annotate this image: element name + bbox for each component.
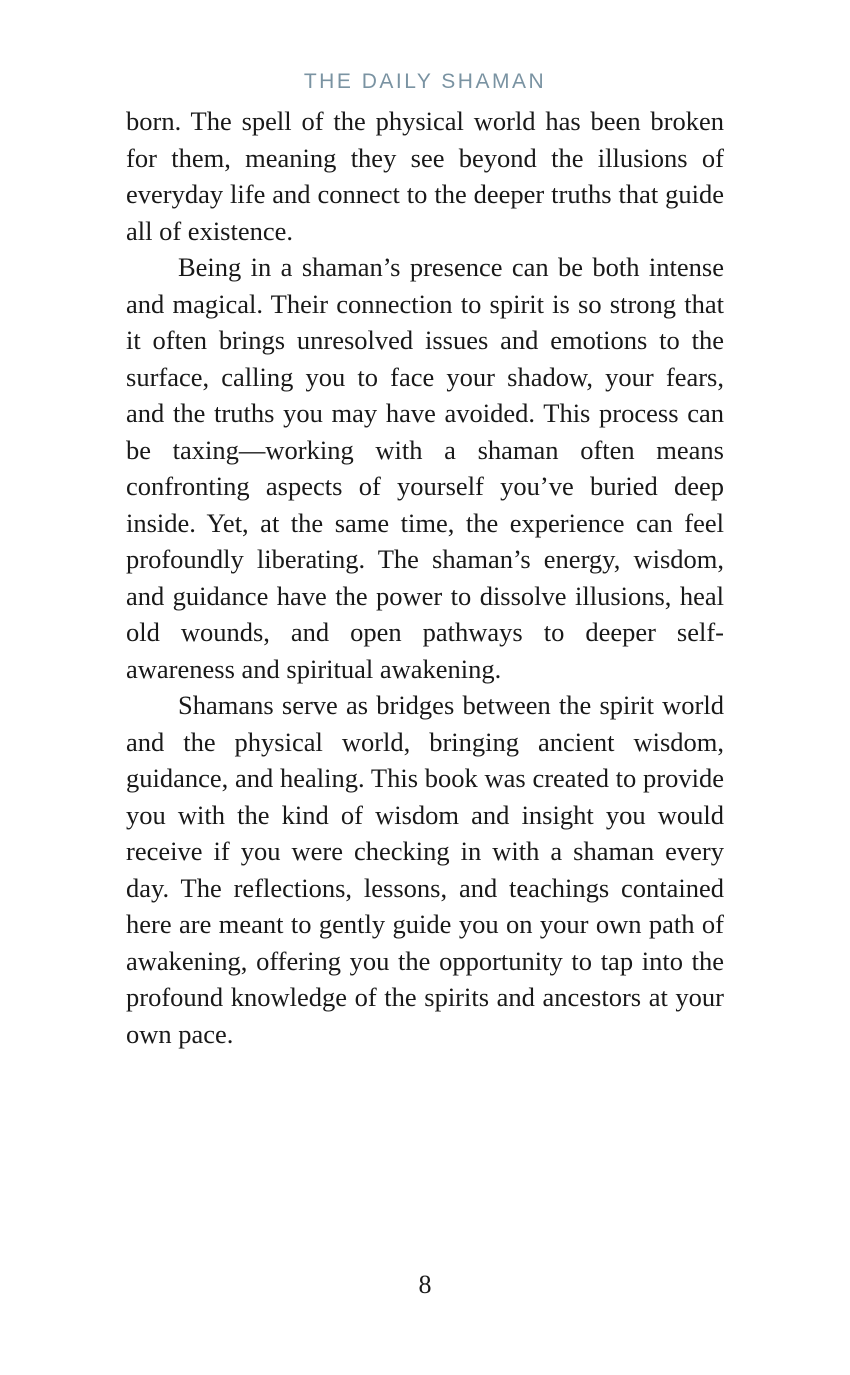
paragraph: born. The spell of the physical world has been broken for them, meaning they see beyond the illusions of everyday life and connect to the deeper truths that guide all of existence. [126,106,724,246]
running-title: THE DAILY SHAMAN [303,70,547,93]
page-number: 8 [418,1270,432,1299]
paragraph: Shamans serve as bridges between the spirit world and the physical world, bringing ancient wisdom, guidance, and healing. This book was created to provide you with the kind of wisdom and insight you would receive if you were checking in with a shaman every day. The reflections, lessons, and teachings contained here are meant to gently guide you on your own path of awakening, offering you the opportunity to tap into the profound knowledge of the spirits and ancestors at your own pace. [126,690,724,1049]
paragraph: Being in a shaman’s presence can be both intense and magical. Their connection to spirit is so strong that it often brings unresolved issues and emotions to the surface, calling you to face your shadow, your fears, and the truths you may have avoided. This process can be taxing—working with a shaman often means confronting aspects of yourself you’ve buried deep inside. Yet, at the same time, the experience can feel profoundly liberating. The shaman’s energy, wisdom, and guidance have the power to dissolve illusions, heal old wounds, and open pathways to deeper self-awareness and spiritual awakening. [126,252,724,684]
page-body [126,103,724,1052]
